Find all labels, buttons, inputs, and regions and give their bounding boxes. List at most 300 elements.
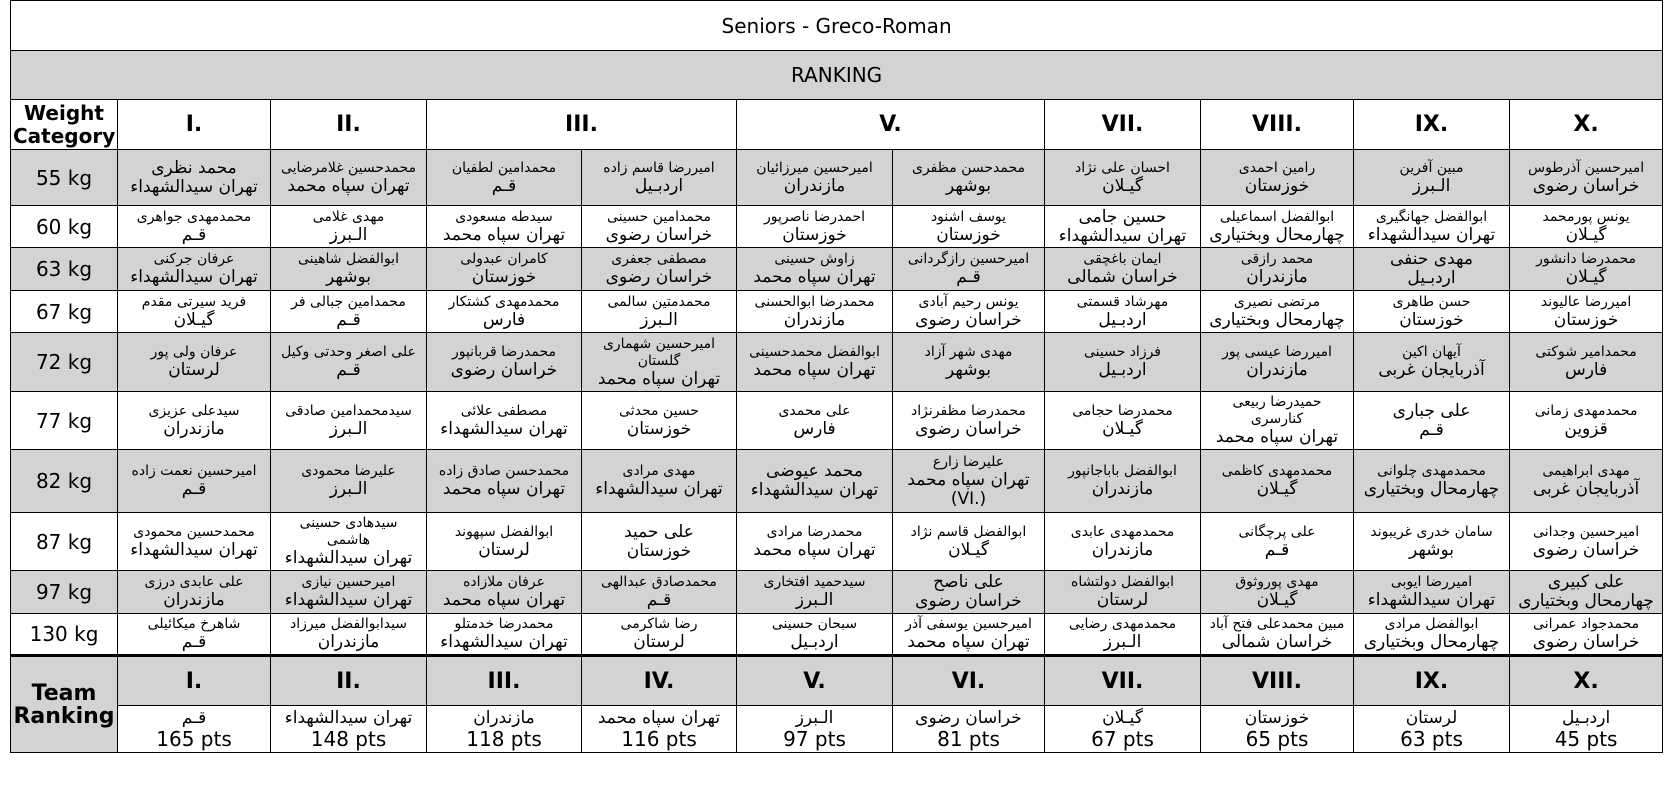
athlete-province: اردبـیل	[1407, 268, 1456, 288]
team-province: خوزستان	[1244, 708, 1310, 728]
rank-note: (VI.)	[950, 488, 987, 509]
athlete-province: تهران سیدالشهداء	[440, 632, 568, 652]
team-points: 148 pts	[310, 727, 387, 751]
athlete-cell	[271, 333, 427, 392]
athlete-cell	[1201, 248, 1354, 291]
athlete-cell	[582, 206, 737, 248]
weight-category-header: Weight Category	[11, 100, 118, 150]
athlete-name: امیرحسین وجدانی	[1533, 523, 1640, 540]
athlete-name: محمدرضا مظفرنژاد	[911, 402, 1026, 419]
athlete-cell	[427, 571, 582, 614]
athlete-cell	[271, 150, 427, 206]
athlete-cell	[1045, 571, 1201, 614]
athlete-name: محمد نظری	[151, 157, 237, 178]
athlete-cell	[1045, 333, 1201, 392]
athlete-name: محمدحسن صادق زاده	[438, 463, 570, 479]
athlete-name: عرفان جرکنی	[153, 251, 235, 267]
rank-header: VIII.	[1201, 100, 1354, 150]
athlete-cell	[1201, 150, 1354, 206]
athlete-province: گیـلان	[1102, 175, 1143, 196]
team-points: 116 pts	[621, 727, 697, 751]
athlete-province: تهران سپاه محمد	[442, 224, 566, 245]
athlete-cell	[1510, 392, 1663, 450]
athlete-name: مهدی پوروثوق	[1235, 574, 1319, 590]
athlete-name: علیرضا محمودی	[301, 463, 396, 479]
athlete-cell	[1354, 333, 1510, 392]
athlete-province: چهارمحال وبختیاری	[1209, 224, 1345, 245]
rank-header: X.	[1510, 100, 1663, 150]
athlete-province: تهران سپاه محمد	[442, 590, 566, 610]
weight-category: 63 kg	[11, 248, 118, 291]
weight-category: 60 kg	[11, 206, 118, 248]
athlete-cell	[1045, 392, 1201, 450]
athlete-cell	[271, 392, 427, 450]
athlete-cell	[1510, 291, 1663, 333]
athlete-province: قـم	[336, 309, 361, 330]
athlete-name: محمدرضا مرادی	[766, 523, 863, 540]
athlete-province: مازندران	[783, 309, 846, 330]
athlete-province: تهران سپاه محمد	[907, 632, 1030, 652]
athlete-province: بوشهر	[1409, 539, 1454, 560]
athlete-province: خوزستان	[1553, 309, 1619, 330]
weight-row	[11, 571, 1663, 614]
athlete-name: امیرحسین آذرطوس	[1527, 159, 1645, 176]
athlete-province: مازندران	[1091, 539, 1154, 560]
athlete-name: احسان علی نژاد	[1075, 159, 1170, 176]
athlete-name: علی جباری	[1392, 400, 1471, 421]
athlete-cell	[1510, 206, 1663, 248]
team-rank-header: VIII.	[1201, 656, 1354, 706]
athlete-name: ابوالفضل سپهوند	[454, 523, 554, 540]
athlete-cell	[1201, 333, 1354, 392]
athlete-cell	[1510, 150, 1663, 206]
athlete-name: امیرحسین نیازی	[301, 574, 396, 590]
athlete-cell	[271, 206, 427, 248]
team-cell	[271, 706, 427, 753]
athlete-cell	[1201, 614, 1354, 656]
athlete-name: علی کبیری	[1547, 572, 1625, 592]
team-ranking-row	[11, 706, 1663, 753]
athlete-name: علی محمدی	[778, 402, 851, 419]
team-ranking-header-row	[11, 656, 1663, 706]
athlete-province: مازندران	[163, 418, 225, 439]
athlete-province: گیـلان	[1256, 590, 1298, 610]
team-cell	[1510, 706, 1663, 753]
athlete-name: رامین احمدی	[1238, 159, 1316, 176]
athlete-name: امیرحسین نعمت زاده	[131, 463, 257, 479]
team-rank-header: X.	[1510, 656, 1663, 706]
athlete-name: محمدمهدی چلوانی	[1377, 463, 1486, 479]
athlete-cell	[1201, 513, 1354, 571]
athlete-name: عرفان ولی پور	[150, 344, 238, 360]
athlete-cell	[427, 206, 582, 248]
athlete-province: الـبرز	[1103, 632, 1142, 652]
athlete-cell	[427, 291, 582, 333]
athlete-province: آذربایجان غربی	[1532, 479, 1640, 499]
athlete-cell	[737, 614, 893, 656]
athlete-province: فارس	[793, 418, 836, 439]
athlete-name: سیدابوالفضل میرزاد	[289, 616, 408, 632]
athlete-province: قـم	[1419, 419, 1444, 440]
athlete-name: محمدرضا قربانپور	[451, 344, 557, 360]
athlete-cell	[893, 150, 1045, 206]
athlete-name: محمدامین حسینی	[607, 208, 711, 225]
weight-row	[11, 392, 1663, 450]
athlete-province: خراسان شمالی	[1067, 267, 1178, 287]
athlete-cell	[893, 248, 1045, 291]
athlete-province: تهران سپاه محمد	[753, 360, 876, 380]
athlete-province: اردبـیل	[1098, 309, 1147, 330]
athlete-cell	[118, 333, 271, 392]
athlete-province: خراسان رضوی	[915, 418, 1022, 439]
athlete-province: آذربایجان غربی	[1378, 360, 1485, 380]
athlete-province: خراسان رضوی	[1532, 175, 1640, 196]
athlete-cell	[737, 150, 893, 206]
athlete-province: گیـلان	[1102, 418, 1143, 439]
athlete-name: احمدرضا ناصرپور	[763, 208, 865, 225]
weight-category: 97 kg	[11, 571, 118, 614]
athlete-cell	[1354, 291, 1510, 333]
athlete-name: حسن طاهری	[1392, 293, 1471, 310]
rank-header: V.	[737, 100, 1045, 150]
athlete-name: محمدامین لطفیان	[451, 159, 557, 176]
athlete-name: محمد عیوضی	[766, 461, 863, 481]
athlete-name: محمدرضا حجامی	[1072, 402, 1173, 419]
athlete-cell	[427, 248, 582, 291]
athlete-cell	[582, 614, 737, 656]
athlete-cell	[737, 450, 893, 513]
athlete-cell	[271, 513, 427, 571]
athlete-cell	[271, 571, 427, 614]
team-cell	[427, 706, 582, 753]
athlete-cell	[1201, 206, 1354, 248]
weight-row	[11, 150, 1663, 206]
team-rank-header: I.	[118, 656, 271, 706]
athlete-cell	[1510, 333, 1663, 392]
athlete-cell	[737, 291, 893, 333]
athlete-cell	[427, 513, 582, 571]
weight-category: 130 kg	[11, 614, 118, 656]
athlete-cell	[737, 513, 893, 571]
team-rank-header: VII.	[1045, 656, 1201, 706]
athlete-name: امیررضا ایوبی	[1390, 574, 1473, 590]
athlete-province: تهران سیدالشهداء	[1367, 224, 1496, 245]
athlete-cell	[1354, 392, 1510, 450]
athlete-province: مازندران	[317, 632, 380, 652]
athlete-cell	[1045, 291, 1201, 333]
athlete-cell	[893, 392, 1045, 450]
athlete-name: ابوالفضل شاهینی	[298, 251, 399, 267]
athlete-name: گلستان	[637, 352, 681, 369]
athlete-name: سبحان حسینی	[771, 616, 858, 632]
athlete-name: رضا شاکرمی	[620, 616, 698, 632]
athlete-province: تهران سپاه محمد	[907, 469, 1030, 490]
weight-category: 72 kg	[11, 333, 118, 392]
athlete-name: علی عابدی درزی	[144, 574, 244, 590]
athlete-cell	[1045, 450, 1201, 513]
athlete-province: خراسان رضوی	[915, 309, 1022, 330]
athlete-province: قـم	[181, 479, 207, 499]
athlete-province: تهران سپاه محمد	[1215, 427, 1339, 447]
athlete-province: قـم	[181, 632, 207, 652]
athlete-cell	[1201, 291, 1354, 333]
athlete-name: محمدمهدی جواهری	[136, 208, 252, 225]
athlete-cell	[1045, 614, 1201, 656]
athlete-cell	[582, 248, 737, 291]
athlete-cell	[118, 291, 271, 333]
athlete-cell	[271, 614, 427, 656]
athlete-name: عرفان ملازاده	[463, 574, 545, 590]
team-points: 81 pts	[937, 727, 1000, 751]
athlete-cell	[1510, 248, 1663, 291]
athlete-cell	[893, 513, 1045, 571]
athlete-cell	[582, 450, 737, 513]
weight-row	[11, 513, 1663, 571]
athlete-name: محمدمهدی کشتکار	[448, 293, 560, 310]
athlete-name: مرتضی نصیری	[1233, 293, 1321, 310]
athlete-province: تهران سیدالشهداء	[440, 418, 568, 439]
athlete-province: قـم	[336, 360, 361, 380]
athlete-name: محمدحسین محمودی	[133, 523, 255, 540]
athlete-province: چهارمحال وبختیاری	[1209, 309, 1345, 330]
weight-row	[11, 248, 1663, 291]
athlete-name: محمدجواد عمرانی	[1533, 616, 1640, 632]
team-province: گیـلان	[1102, 708, 1143, 728]
athlete-name: امیرحسین میرزائیان	[756, 159, 873, 176]
athlete-cell	[1354, 150, 1510, 206]
athlete-cell	[118, 571, 271, 614]
team-rank-header: IX.	[1354, 656, 1510, 706]
team-cell	[737, 706, 893, 753]
athlete-cell	[582, 150, 737, 206]
athlete-province: خوزستان	[1399, 309, 1464, 330]
team-cell	[893, 706, 1045, 753]
rank-header: II.	[271, 100, 427, 150]
athlete-province: مازندران	[1246, 267, 1308, 287]
athlete-cell	[1354, 450, 1510, 513]
athlete-province: الـبرز	[329, 479, 368, 499]
athlete-cell	[582, 333, 737, 392]
athlete-province: چهارمحال وبختیاری	[1363, 632, 1500, 652]
athlete-cell	[737, 248, 893, 291]
athlete-province: تهران سیدالشهداء	[130, 267, 258, 287]
athlete-province: تهران سپاه محمد	[753, 267, 876, 287]
athlete-cell	[893, 614, 1045, 656]
athlete-cell	[1201, 450, 1354, 513]
athlete-province: چهارمحال وبختیاری	[1363, 479, 1500, 499]
athlete-province: مازندران	[163, 590, 225, 610]
athlete-province: فارس	[1564, 360, 1608, 380]
team-cell	[1045, 706, 1201, 753]
athlete-cell	[118, 614, 271, 656]
athlete-cell	[582, 513, 737, 571]
athlete-cell	[271, 291, 427, 333]
weight-row	[11, 614, 1663, 656]
athlete-province: الـبرز	[329, 224, 368, 245]
athlete-province: خوزستان	[936, 224, 1001, 245]
athlete-cell	[582, 392, 737, 450]
athlete-cell	[1045, 513, 1201, 571]
athlete-cell	[1045, 248, 1201, 291]
athlete-province: گیـلان	[173, 309, 215, 330]
team-points: 165 pts	[156, 727, 232, 751]
athlete-name: سامان خدری غریبوند	[1370, 523, 1493, 540]
athlete-name: یونس رحیم آبادی	[918, 293, 1019, 310]
athlete-province: تهران سیدالشهداء	[1058, 225, 1187, 246]
athlete-province: تهران سیدالشهداء	[750, 480, 879, 500]
athlete-province: گیـلان	[1565, 267, 1607, 287]
athlete-cell	[1510, 571, 1663, 614]
athlete-name: علی حمید	[624, 521, 694, 542]
athlete-name: ابوالفضل دولتشاه	[1070, 574, 1175, 590]
team-points: 45 pts	[1554, 727, 1618, 751]
athlete-province: خراسان رضوی	[605, 224, 713, 245]
weight-category: 55 kg	[11, 150, 118, 206]
athlete-name: مهدی مرادی	[622, 463, 696, 479]
rank-header: IX.	[1354, 100, 1510, 150]
athlete-province: لرستان	[478, 539, 530, 560]
athlete-province: خراسان رضوی	[915, 591, 1022, 611]
athlete-province: گیـلان	[948, 539, 989, 560]
team-province: الـبرز	[795, 708, 834, 728]
athlete-name: محمدرضا ابوالحسنی	[754, 293, 875, 310]
weight-category: 77 kg	[11, 392, 118, 450]
athlete-name: فرید سیرتی مقدم	[141, 293, 247, 310]
weight-row	[11, 333, 1663, 392]
athlete-name: فرزاد حسینی	[1083, 344, 1161, 360]
athlete-name: محمدمهدی زمانی	[1534, 402, 1638, 419]
athlete-cell	[1354, 206, 1510, 248]
athlete-name: سیدهادی حسینی	[299, 515, 398, 531]
athlete-cell	[1354, 248, 1510, 291]
team-cell	[1354, 706, 1510, 753]
athlete-name: حسین محدثی	[619, 402, 699, 419]
athlete-name: ابوالفضل جهانگیری	[1375, 208, 1488, 225]
athlete-cell	[737, 392, 893, 450]
athlete-name: محمدرضا خدمتلو	[454, 616, 554, 632]
athlete-province: خوزستان	[782, 224, 847, 245]
weight-row	[11, 291, 1663, 333]
athlete-province: خوزستان	[471, 267, 537, 287]
athlete-name: امیرحسین رازگردانی	[907, 251, 1030, 267]
athlete-province: الـبرز	[1412, 175, 1451, 196]
athlete-name: سیدطه مسعودی	[455, 208, 553, 225]
weight-category: 67 kg	[11, 291, 118, 333]
athlete-name: محمد رازقی	[1240, 251, 1314, 267]
athlete-name: سیدمحمدامین صادقی	[285, 402, 412, 419]
athlete-cell	[1354, 513, 1510, 571]
athlete-name: سیدحمید افتخاری	[763, 574, 866, 590]
team-province: لرستان	[1405, 708, 1458, 728]
athlete-province: تهران سپاه محمد	[597, 368, 721, 389]
athlete-name: مهدی ابراهیمی	[1542, 463, 1630, 479]
athlete-name: محمدرضا دانشور	[1536, 251, 1636, 267]
athlete-province: لرستان	[633, 632, 685, 652]
team-rank-header: IV.	[582, 656, 737, 706]
team-points: 97 pts	[783, 727, 846, 751]
athlete-province: خراسان رضوی	[450, 360, 558, 380]
athlete-cell	[1510, 614, 1663, 656]
athlete-cell	[427, 392, 582, 450]
athlete-province: تهران سیدالشهداء	[284, 590, 413, 610]
athlete-province: مازندران	[783, 175, 846, 196]
athlete-cell	[582, 291, 737, 333]
athlete-name: مهدی شهر آزاد	[924, 344, 1013, 360]
athlete-province: خوزستان	[1244, 175, 1310, 196]
team-points: 118 pts	[466, 727, 542, 751]
athlete-name: یوسف اشنود	[930, 208, 1007, 225]
athlete-name: ابوالفضل اسماعیلی	[1219, 208, 1335, 225]
ranking-heading: RANKING	[11, 51, 1663, 100]
team-rank-header: III.	[427, 656, 582, 706]
athlete-cell	[1354, 571, 1510, 614]
athlete-cell	[1045, 206, 1201, 248]
team-points: 67 pts	[1091, 727, 1154, 751]
athlete-cell	[118, 150, 271, 206]
athlete-name: حمیدرضا ربیعی	[1232, 394, 1322, 410]
weight-row	[11, 450, 1663, 513]
athlete-name: مبین آفرین	[1399, 159, 1464, 176]
athlete-province: گیـلان	[1256, 479, 1298, 499]
rank-header-row	[11, 100, 1663, 150]
athlete-cell	[893, 571, 1045, 614]
athlete-province: الـبرز	[640, 309, 678, 330]
athlete-province: قـم	[646, 590, 672, 610]
athlete-name: علی اصغر وحدتی وکیل	[281, 344, 416, 360]
athlete-province: اردبـیل	[634, 175, 684, 196]
team-rank-header: II.	[271, 656, 427, 706]
team-province: تهران سیدالشهداء	[284, 708, 413, 728]
athlete-name: امیررضا عیسی پور	[1222, 344, 1332, 360]
weight-category: 82 kg	[11, 450, 118, 513]
athlete-cell	[1354, 614, 1510, 656]
athlete-province: تهران سیدالشهداء	[1367, 590, 1496, 610]
athlete-name: علی ناصح	[933, 572, 1004, 592]
athlete-province: چهارمحال وبختیاری	[1518, 591, 1654, 611]
athlete-name: محمدمهدی رضایی	[1068, 616, 1177, 632]
athlete-cell	[893, 206, 1045, 248]
athlete-province: خوزستان	[626, 418, 692, 439]
athlete-name: مصطفی جعفری	[611, 251, 707, 267]
athlete-province: بوشهر	[946, 360, 991, 380]
athlete-name: یونس پورمحمد	[1542, 208, 1630, 225]
athlete-cell	[271, 248, 427, 291]
athlete-province: تهران سپاه محمد	[287, 175, 410, 196]
athlete-province: الـبرز	[795, 590, 834, 610]
weight-row	[11, 206, 1663, 248]
athlete-cell	[427, 150, 582, 206]
athlete-cell	[737, 571, 893, 614]
athlete-cell	[118, 248, 271, 291]
athlete-province: تهران سیدالشهداء	[595, 479, 723, 499]
athlete-name: محمدمهدی کاظمی	[1221, 463, 1333, 479]
athlete-province: تهران سپاه محمد	[753, 539, 876, 560]
athlete-province: خوزستان	[626, 540, 692, 561]
athlete-province: تهران سپاه محمد	[442, 479, 566, 499]
athlete-province: لرستان	[1096, 590, 1149, 610]
athlete-province: قزوین	[1564, 418, 1608, 439]
athlete-name: مهرشاد قسمتی	[1076, 293, 1169, 310]
rank-header: I.	[118, 100, 271, 150]
athlete-name: محمدحسن مظفری	[912, 159, 1025, 176]
athlete-name: محمدامیر شوکتی	[1535, 344, 1637, 360]
athlete-province: فارس	[482, 309, 526, 330]
athlete-cell	[118, 450, 271, 513]
athlete-name: ابوالفضل محمدحسینی	[749, 344, 880, 360]
athlete-province: بوشهر	[326, 267, 371, 287]
athlete-name: ابوالفضل باباجانپور	[1068, 463, 1177, 479]
athlete-province: قـم	[491, 175, 517, 196]
